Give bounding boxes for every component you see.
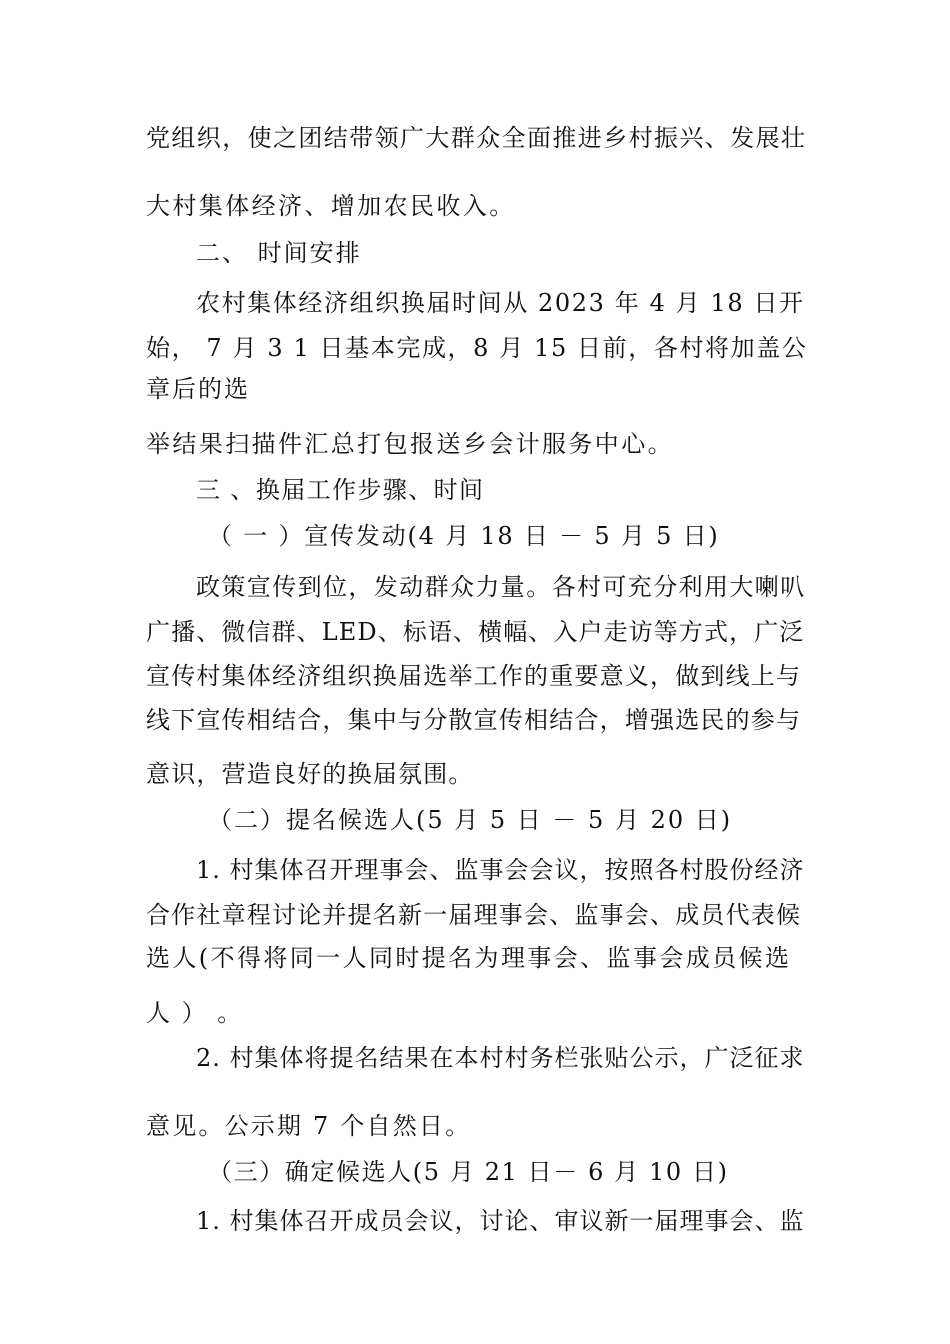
body-line: 线下宣传相结合，集中与分散宣传相结合，增强选民的参与	[146, 706, 802, 734]
body-line: 意见。公示期 7 个自然日。	[146, 1112, 472, 1140]
section-heading: 二、 时间安排	[196, 239, 362, 267]
body-line: 广播、微信群、LED、标语、横幅、入户走访等方式，广泛	[146, 618, 805, 646]
body-line: 农村集体经济组织换届时间从 2023 年 4 月 18 日开	[196, 289, 805, 317]
body-line: 大村集体经济、增加农民收入。	[146, 192, 516, 220]
body-line: 意识，营造良好的换届氛围。	[146, 760, 474, 788]
body-line: 始， 7 月 3 1 日基本完成，8 月 15 日前，各村将加盖公	[146, 334, 808, 362]
body-line: 宣传村集体经济组织换届选举工作的重要意义，做到线上与	[146, 662, 802, 690]
subsection-heading: （二）提名候选人(5 月 5 日 － 5 月 20 日)	[208, 806, 733, 834]
body-line: 人 ） 。	[146, 999, 244, 1027]
body-line: 章后的选	[146, 375, 250, 403]
body-line: 2. 村集体将提名结果在本村村务栏张贴公示，广泛征求	[196, 1044, 805, 1072]
subsection-heading: （ 一 ）宣传发动(4 月 18 日 － 5 月 5 日)	[208, 522, 720, 550]
section-heading: 三 、换届工作步骤、时间	[196, 476, 485, 504]
body-line: 政策宣传到位，发动群众力量。各村可充分利用大喇叭	[196, 573, 806, 601]
body-line: 选人(不得将同一人同时提名为理事会、监事会成员候选	[146, 944, 792, 972]
subsection-heading: （三）确定候选人(5 月 21 日－ 6 月 10 日)	[208, 1158, 729, 1186]
body-line: 1. 村集体召开理事会、监事会会议，按照各村股份经济	[196, 856, 805, 884]
body-line: 举结果扫描件汇总打包报送乡会计服务中心。	[146, 430, 674, 458]
body-line: 党组织，使之团结带领广大群众全面推进乡村振兴、发展壮	[146, 124, 807, 152]
body-line: 合作社章程讨论并提名新一届理事会、监事会、成员代表候	[146, 901, 802, 929]
body-line: 1. 村集体召开成员会议，讨论、审议新一届理事会、监	[196, 1207, 805, 1235]
